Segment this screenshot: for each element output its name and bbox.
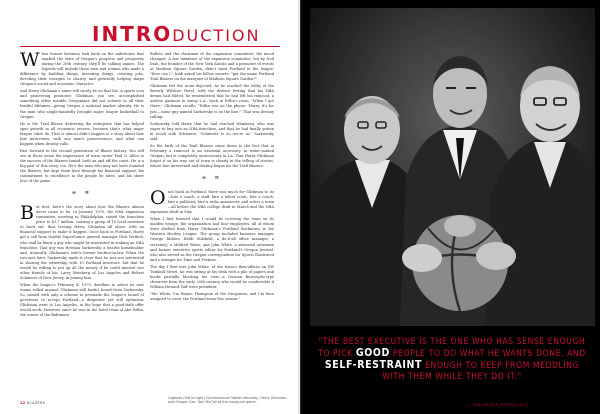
paragraph: "Mr. White, I'm Wayne Thompson of the Oregonian, and I'm here assigned to cover the Portland team this season." <box>150 291 274 301</box>
photo-illustration <box>310 8 595 326</box>
hand-right <box>476 242 516 270</box>
pull-quote-keyword: SELF-RESTRAINT <box>324 359 423 371</box>
paragraph: Fast forward to the second generation of Blazer history. You will see in those years the importance of team owner Paul G. Allen to the success of the Blazers brand, both on and off the court. He is a big part of this story, too. He's the man who may not have founded the Blazers, but kept them here through his financial support, his commitment to excellence in the people he hires, and his sheer love of the game. <box>20 148 144 184</box>
quote-ornament: ❝ ❞ <box>71 190 93 200</box>
paragraph: But first, here's the story about how the Blazers almost never came to be. In January 1970, the NBA expansion committee, meeting in Philadelphia, raised the franchise price to $3.7 million, causing a group of 10 local investors to back out, thus leaving Harry Glickman all alone, with no financial support to make it happen. Once back in Portland, Harry got a call from Seattle SuperSonics general manager Dick Vertlieb, who said he knew a guy who might be interested in staking an NBA franchise. That guy was Herman Sarkowsky, a Seattle homebuilder and, ironically, Glickman's wife's former brother-in-law. When the two met later, Sarkowsky made it clear that he was not interested in sharing the ownership with 10 Portland investors, but that he would be willing to put up all the money if he could interest two other friends of his, Larry Weinberg of Los Angeles and Robert Schmertz of New Jersey, in joining him. <box>20 202 144 280</box>
section-heading <box>92 22 261 46</box>
body-column-1 <box>20 49 144 320</box>
archival-photo <box>310 8 595 326</box>
paragraph: Sarkowsky told Harry that he had reached Weinberg, who was eager to buy into an NBA franchise, and that he had finally gotten in touch with Schmertz. "Schmertz is in—we're in," Sarkowsky said. <box>150 121 274 141</box>
page-number: 12 <box>20 401 26 405</box>
folio-label: BLAZERS <box>27 401 46 405</box>
body-column-2 <box>150 52 274 304</box>
paragraph: When former listeners look back on the milestones that marked the state of Oregon's progress and prosperity during the 20th century, they'll be talking names. The legends will include those men and women who made a difference by building things, inventing things, creating jobs, devoting their energies to charity, and generally helping shape Oregon's social and economic character. <box>20 49 144 87</box>
paragraph: Once back in Portland, there was much for Glickman to do—hire a coach, a staff, hire a talent scout, hire a coach, hire a publicist, hire a radio announcer, and select a team—all before the NBA college draft in March and the NBA expansion draft in May. <box>150 187 274 215</box>
paragraph: And Harry Glickman's name will surely be on that list. A sports icon and pioneering promoter, Glickman, you see, accomplished something other notable Oregonians did not achieve in all their fruitful lifetimes—giving Oregon a national market identity. He is the man who single-handedly brought major league basketball to Oregon. <box>20 89 144 119</box>
pull-quote: "THE BEST EXECUTIVE IS THE ONE WHO HAS SENSE ENOUGH TO PICK GOOD PEOPLE TO DO WHAT HE WANTS DONE, AND SELF-RESTRAINT ENOUGH TO KEEP FROM MEDDLING WITH THEM WHILE THEY DO IT." <box>318 337 586 382</box>
heading-rule <box>20 46 280 47</box>
quote-ornament: ❝ ❞ <box>201 175 223 185</box>
drop-cap: B <box>20 202 34 225</box>
heading-rest: DUCTION <box>172 26 261 45</box>
paragraph: The day I first met John White, at the team's then-offices on SW Tumbull Street, he was sitting at his desk with a pile of papers and books partially blocking his view—a Duncan Burroughs-type character from the early 20th century who would be comfortable if William Howard Taft were president. <box>150 264 274 289</box>
heading-first: INTRO <box>92 22 173 46</box>
paragraph: Glickman left the room dejected. As he reached the lobby of the Beverly Wilshire Hotel, with the distinct feeling that his NBA dream had folded, he remembered that he had left his raincoat, a useless garment in sunny L.A., back in Pollin's room. "When I got there," Glickman recalls, "Pollin was on the phone: 'Harry, it's for you'—some guy named Sarkowsky is on the line.'" That was destiny calling. <box>150 84 274 119</box>
paragraph: When I first learned that I would be covering the team on its maiden voyage, the organization had four employees, all of whom were drafted from Harry Glickman's Portland Buckaroos in the Western Hockey League. The group included business manager George Rickles, Edith Stilsfield, a do-it-all office manager, a secretary; a Mildred Weiss; and John White, a seasoned newsman and former executive sports editor for Portland's Oregon Journal, who also served as the Oregon correspondent for Sports Illustrated and a stringer for Time and Fortune. <box>150 217 274 262</box>
photo-caption: Legends (left to right) Commissioner Walter Kennedy, Harry Glickman and Oregon Gov. Tom McCall at the inaugural game. <box>168 396 287 405</box>
drop-cap: O <box>150 187 166 210</box>
paragraph: When the league's February 4, 1970, deadline to select its new teams rolled around, Glickman still hadn't heard from Sarkowsky. So, armed with only a scheme to persuade the league's board of governors to accept Portland—a desperate yet still optimistic Glickman went to Los Angeles, in the hope that a good-faith offer would work. However, since he was in the hotel room of Abe Pollin, the owner of the Baltimore <box>20 282 144 318</box>
paragraph: So the birth of the Trail Blazers came down to the fact that in February a raincoat is an essential accessory in water-soaked Oregon, but is completely unnecessary in LA. That Harry Glickman forgot it on his way out of town is clearly in the telling of stories, where fate intervened and destiny began for the Trail Blazers. <box>150 143 274 168</box>
hand-left <box>402 244 442 272</box>
page-folio <box>20 401 45 405</box>
paragraph: He is Mr. Trail Blazer, delivering the enterprise that has helped spur growth in all economic sectors, because that's what major league cities do. That is almost didn't happen is a story about how fate intervenes, with one man's perseverance, and what can happen when destiny calls. <box>20 121 144 146</box>
pull-quote-keyword: GOOD <box>355 347 390 359</box>
paragraph: Bullets and the chairman of the expansion committee, the mood changed. A few members of the expansion committee, led by Ned Irish, the founder of the New York Knicks and a promoter of events at Madison Square Garden, didn't want Portland in the league. "How can I," Irish asked his fellow owners, "put the name Portland Trail Blazers on the marquee of Madison Square Garden?" <box>150 52 274 82</box>
drop-cap: W <box>20 49 40 71</box>
hand-center <box>444 215 476 237</box>
quote-attribution: — THEODORE ROOSEVELT <box>466 402 529 407</box>
